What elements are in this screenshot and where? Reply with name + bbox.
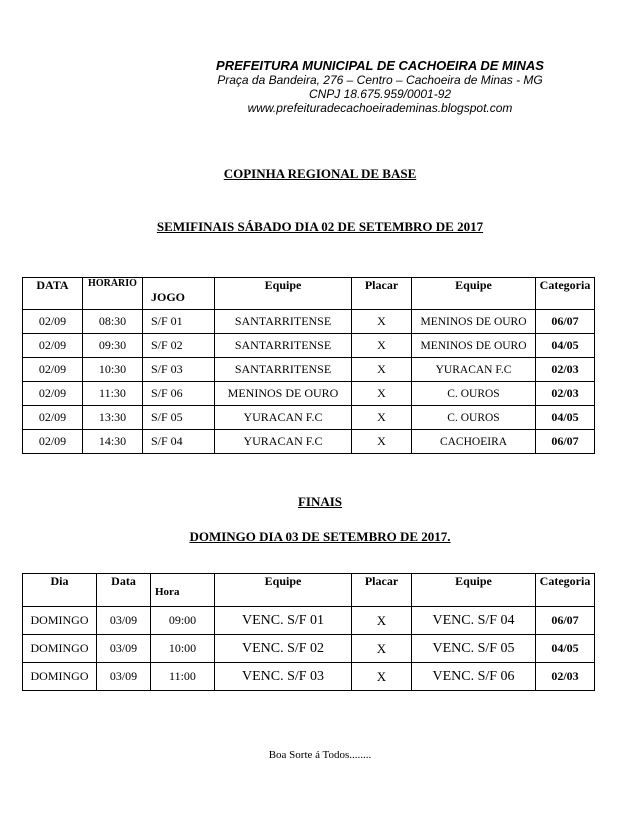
cell-hora: 09:00 xyxy=(151,607,215,635)
cell-categoria: 06/07 xyxy=(536,310,595,334)
cell-equipe2: MENINOS DE OURO xyxy=(412,310,536,334)
table-row xyxy=(23,663,595,691)
col-equipe-1: Equipe xyxy=(215,278,352,310)
cell-equipe1: SANTARRITENSE xyxy=(215,358,352,382)
cell-hora: 09:30 xyxy=(83,334,143,358)
cell-equipe2: MENINOS DE OURO xyxy=(412,334,536,358)
finals-title: FINAIS xyxy=(297,494,343,509)
event-title: COPINHA REGIONAL DE BASE xyxy=(223,166,417,181)
cell-hora: 13:30 xyxy=(83,406,143,430)
cell-placar: X xyxy=(352,607,412,635)
cell-placar: X xyxy=(352,334,412,358)
cell-data: 03/09 xyxy=(97,663,151,691)
cell-placar: X xyxy=(352,310,412,334)
cell-categoria: 06/07 xyxy=(536,430,595,454)
org-website: www.prefeituradecachoeirademinas.blogspot.com xyxy=(247,101,513,115)
finals-subtitle: DOMINGO DIA 03 DE SETEMBRO DE 2017. xyxy=(189,529,451,544)
cell-dia: DOMINGO xyxy=(23,635,97,663)
cell-categoria: 04/05 xyxy=(536,635,595,663)
cell-hora: 10:00 xyxy=(151,635,215,663)
table-row xyxy=(23,334,595,358)
cell-jogo: S/F 05 xyxy=(143,406,215,430)
cell-data: 02/09 xyxy=(23,382,83,406)
col-categoria: Categoria xyxy=(536,574,595,607)
table-row xyxy=(23,358,595,382)
cell-data: 02/09 xyxy=(23,406,83,430)
cell-equipe1: VENC. S/F 03 xyxy=(215,663,352,691)
org-name: PREFEITURA MUNICIPAL DE CACHOEIRA DE MINAS xyxy=(216,58,544,73)
col-data: Data xyxy=(97,574,151,607)
cell-jogo: S/F 01 xyxy=(143,310,215,334)
cell-jogo: S/F 06 xyxy=(143,382,215,406)
cell-hora: 08:30 xyxy=(83,310,143,334)
cell-data: 02/09 xyxy=(23,430,83,454)
cell-equipe2: VENC. S/F 05 xyxy=(412,635,536,663)
table-row xyxy=(23,430,595,454)
col-data: DATA xyxy=(23,278,83,310)
table-row xyxy=(23,310,595,334)
cell-placar: X xyxy=(352,382,412,406)
org-address: Praça da Bandeira, 276 – Centro – Cachoeira de Minas - MG xyxy=(217,73,543,87)
col-dia: Dia xyxy=(23,574,97,607)
cell-placar: X xyxy=(352,663,412,691)
cell-categoria: 04/05 xyxy=(536,334,595,358)
cell-placar: X xyxy=(352,430,412,454)
cell-placar: X xyxy=(352,406,412,430)
cell-jogo: S/F 04 xyxy=(143,430,215,454)
letterhead xyxy=(180,58,580,115)
cell-hora: 11:00 xyxy=(151,663,215,691)
table-row xyxy=(23,635,595,663)
col-jogo: JOGO xyxy=(143,278,215,310)
cell-data: 02/09 xyxy=(23,334,83,358)
table-row xyxy=(23,607,595,635)
cell-equipe1: VENC. S/F 02 xyxy=(215,635,352,663)
cell-jogo: S/F 02 xyxy=(143,334,215,358)
cell-data: 02/09 xyxy=(23,358,83,382)
cell-equipe1: MENINOS DE OURO xyxy=(215,382,352,406)
table-row xyxy=(23,382,595,406)
col-hora: Hora xyxy=(151,574,215,607)
cell-jogo: S/F 03 xyxy=(143,358,215,382)
cell-hora: 11:30 xyxy=(83,382,143,406)
col-horario: HORÁRIO xyxy=(83,278,143,310)
cell-categoria: 04/05 xyxy=(536,406,595,430)
cell-dia: DOMINGO xyxy=(23,607,97,635)
cell-equipe1: SANTARRITENSE xyxy=(215,310,352,334)
cell-categoria: 02/03 xyxy=(536,358,595,382)
cell-data: 03/09 xyxy=(97,607,151,635)
closing-note: Boa Sorte á Todos........ xyxy=(268,749,372,761)
table-row xyxy=(23,406,595,430)
cell-equipe2: YURACAN F.C xyxy=(412,358,536,382)
semifinals-table xyxy=(22,277,595,454)
cell-data: 02/09 xyxy=(23,310,83,334)
col-equipe-1: Equipe xyxy=(215,574,352,607)
cell-hora: 10:30 xyxy=(83,358,143,382)
cell-hora: 14:30 xyxy=(83,430,143,454)
cell-categoria: 06/07 xyxy=(536,607,595,635)
cell-equipe2: CACHOEIRA xyxy=(412,430,536,454)
cell-equipe2: VENC. S/F 04 xyxy=(412,607,536,635)
semifinals-title: SEMIFINAIS SÁBADO DIA 02 DE SETEMBRO DE 2017 xyxy=(156,219,484,234)
cell-data: 03/09 xyxy=(97,635,151,663)
cell-equipe1: YURACAN F.C xyxy=(215,406,352,430)
cell-categoria: 02/03 xyxy=(536,663,595,691)
cell-equipe2: VENC. S/F 06 xyxy=(412,663,536,691)
cell-equipe2: C. OUROS xyxy=(412,382,536,406)
cell-equipe1: YURACAN F.C xyxy=(215,430,352,454)
cell-placar: X xyxy=(352,635,412,663)
cell-equipe1: SANTARRITENSE xyxy=(215,334,352,358)
col-equipe-2: Equipe xyxy=(412,574,536,607)
col-categoria: Categoria xyxy=(536,278,595,310)
cell-equipe2: C. OUROS xyxy=(412,406,536,430)
cell-categoria: 02/03 xyxy=(536,382,595,406)
cell-dia: DOMINGO xyxy=(23,663,97,691)
cell-placar: X xyxy=(352,358,412,382)
semifinals-header-row xyxy=(23,278,595,310)
cell-equipe1: VENC. S/F 01 xyxy=(215,607,352,635)
col-equipe-2: Equipe xyxy=(412,278,536,310)
col-placar: Placar xyxy=(352,278,412,310)
finals-table xyxy=(22,573,595,691)
org-cnpj: CNPJ 18.675.959/0001-92 xyxy=(308,87,452,101)
finals-header-row xyxy=(23,574,595,607)
col-placar: Placar xyxy=(352,574,412,607)
